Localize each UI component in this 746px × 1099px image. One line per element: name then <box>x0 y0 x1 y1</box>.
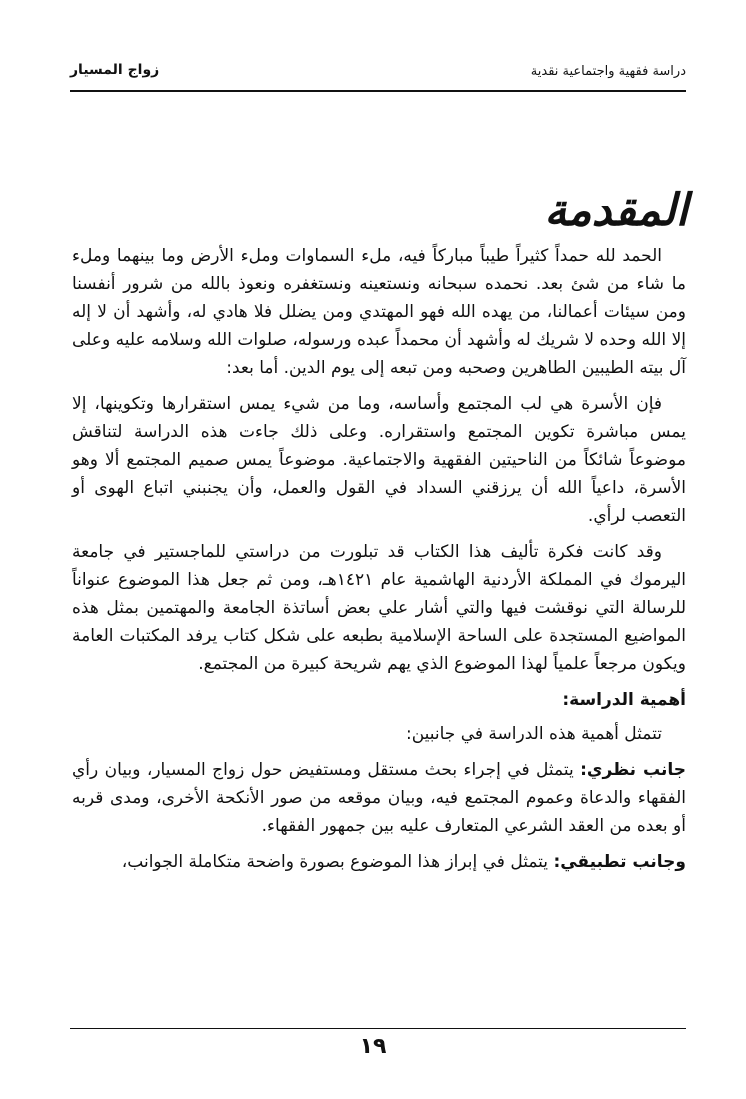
paragraph-origin: وقد كانت فكرة تأليف هذا الكتاب قد تبلورت من دراستي للماجستير في جامعة اليرموك في المملكة الأردنية الهاشمية عام ١٤٢١هـ، ومن ثم جعل هذا الموضوع عنواناً للرسالة التي نوقشت فيها والتي أشار علي بعض أساتذة الجامعة والمهتمين بمثل هذه المواضيع المستجدة على الساحة الإسلامية بطبعه على شكل كتاب يرفد المكتبات العامة ويكون مرجعاً علمياً لهذا الموضوع الذي يهم شريحة كبيرة من المجتمع. <box>72 542 686 674</box>
aspect-theoretical-label: جانب نظري: <box>580 760 686 780</box>
footer-divider <box>70 1028 686 1029</box>
aspect-practical-label: وجانب تطبيقي: <box>553 852 686 872</box>
section-heading: أهمية الدراسة: <box>562 690 686 710</box>
header-divider <box>70 90 686 92</box>
page-number: ١٩ <box>359 1034 387 1059</box>
aspect-theoretical <box>72 756 686 840</box>
aspect-theoretical-text: يتمثل في إجراء بحث مستقل ومستفيض حول زواج المسيار، وبيان رأي الفقهاء والدعاة وعموم المجتمع فيه، وبيان موقعه من صور الأنكحة الأخرى، ومدى قربه أو بعده من العقد الشرعي المتعارف عليه بين جمهور الفقهاء. <box>72 760 686 836</box>
paragraph-family: فإن الأسرة هي لب المجتمع وأساسه، وما من شيء يمس استقرارها وتكوينها، إلا يمس مباشرة تكوين المجتمع واستقراره. وعلى ذلك جاءت هذه الدراسة لتناقش موضوعاً شائكاً من الناحيتين الفقهية والاجتماعية. موضوعاً يمس صميم المجتمع ألا وهو الأسرة، داعياً الله أن يرزقني السداد في القول والعمل، وأن يجنبني اتباع الهوى أو التعصب لرأي. <box>72 394 686 526</box>
header-right-title: دراسة فقهية واجتماعية نقدية <box>530 64 686 79</box>
body-text <box>72 242 686 884</box>
aspect-practical <box>72 848 686 876</box>
header-left-title: زواج المسيار <box>70 62 160 78</box>
section-intro: تتمثل أهمية هذه الدراسة في جانبين: <box>405 724 662 744</box>
running-header <box>70 62 686 86</box>
paragraph-intro: الحمد لله حمداً كثيراً طيباً مباركاً فيه، ملء السماوات وملء الأرض وما بينهما وملء ما شاء من شئ بعد. نحمده سبحانه ونستعينه ونستغفره ونعوذ بالله من شرور أنفسنا ومن سيئات أعمالنا، من يهده الله فهو المهتدي ومن يضلل فلا هادي له، وأشهد أن لا إله إلا الله وحده لا شريك له وأشهد أن محمداً عبده ورسوله، صلوات الله وسلامه عليه وعلى آل بيته الطيبين الطاهرين وصحبه ومن تبعه إلى يوم الدين. أما بعد: <box>72 246 686 378</box>
aspect-practical-text: يتمثل في إبراز هذا الموضوع بصورة واضحة متكاملة الجوانب، <box>121 852 554 872</box>
chapter-title: المقدمة <box>544 185 688 236</box>
